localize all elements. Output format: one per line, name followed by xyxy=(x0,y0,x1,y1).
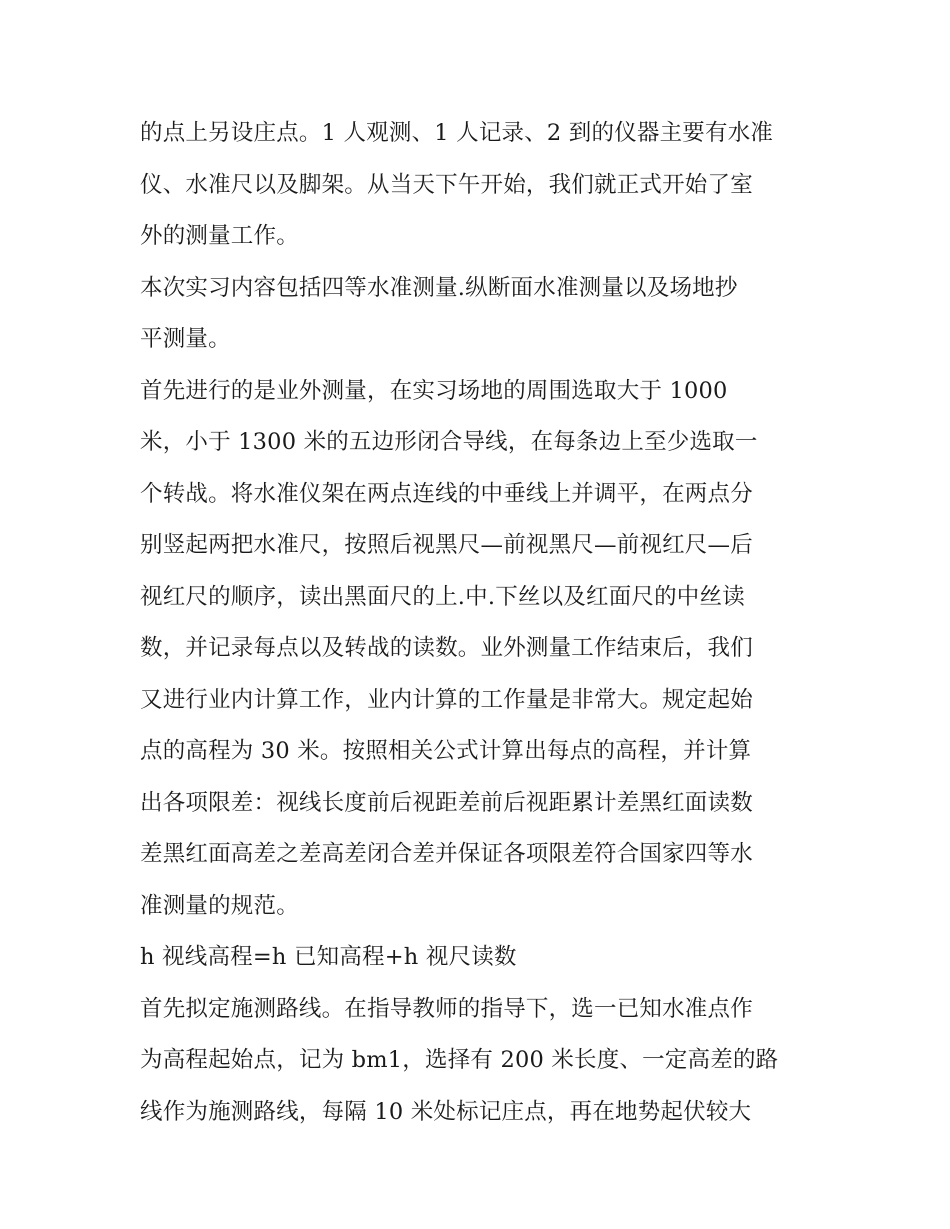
text-line: 出各项限差：视线长度前后视距差前后视距累计差黑红面读数 xyxy=(140,789,753,816)
text-line: 外的测量工作。 xyxy=(140,223,299,249)
text-line: 首先拟定施测路线。在指导教师的指导下，选一已知水准点作 xyxy=(140,995,753,1022)
text-line: 又进行业内计算工作，业内计算的工作量是非常大。规定起始 xyxy=(140,686,753,713)
text-line: 个转战。将水准仪架在两点连线的中垂线上并调平，在两点分 xyxy=(140,480,753,507)
text-line: 点的高程为 30 米。按照相关公式计算出每点的高程，并计算 xyxy=(140,738,752,764)
text-line: 仪、水准尺以及脚架。从当天下午开始，我们就正式开始了室 xyxy=(140,171,753,198)
text-line: 数，并记录每点以及转战的读数。业外测量工作结束后，我们 xyxy=(140,635,753,661)
text-line: 为高程起始点，记为 bm1，选择有 200 米长度、一定高差的路 xyxy=(140,1047,779,1073)
paragraph-formula xyxy=(140,932,815,984)
paragraph-route-planning xyxy=(140,984,815,1139)
document-body xyxy=(140,108,815,1138)
text-line: 准测量的规范。 xyxy=(140,892,299,919)
text-line: 别竖起两把水准尺，按照后视黑尺—前视黑尺—前视红尺—后 xyxy=(140,532,753,558)
paragraph-field-survey xyxy=(140,366,815,933)
text-line: 差黑红面高差之差高差闭合差并保证各项限差符合国家四等水 xyxy=(140,841,753,867)
text-line: 的点上另设庄点。1 人观测、1 人记录、2 到的仪器主要有水准 xyxy=(140,120,774,146)
formula-line: h 视线高程=h 已知高程+h 视尺读数 xyxy=(140,944,517,970)
paragraph-content-scope xyxy=(140,263,815,366)
text-line: 线作为施测路线，每隔 10 米处标记庄点，再在地势起伏较大 xyxy=(140,1098,752,1125)
text-line: 本次实习内容包括四等水准测量.纵断面水准测量以及场地抄 xyxy=(140,274,738,301)
text-line: 首先进行的是业外测量，在实习场地的周围选取大于 1000 xyxy=(140,377,728,404)
text-line: 平测量。 xyxy=(140,326,231,352)
text-line: 米，小于 1300 米的五边形闭合导线，在每条边上至少选取一 xyxy=(140,429,758,455)
paragraph-equipment xyxy=(140,108,815,263)
text-line: 视红尺的顺序，读出黑面尺的上.中.下丝以及红面尺的中丝读 xyxy=(140,583,745,610)
